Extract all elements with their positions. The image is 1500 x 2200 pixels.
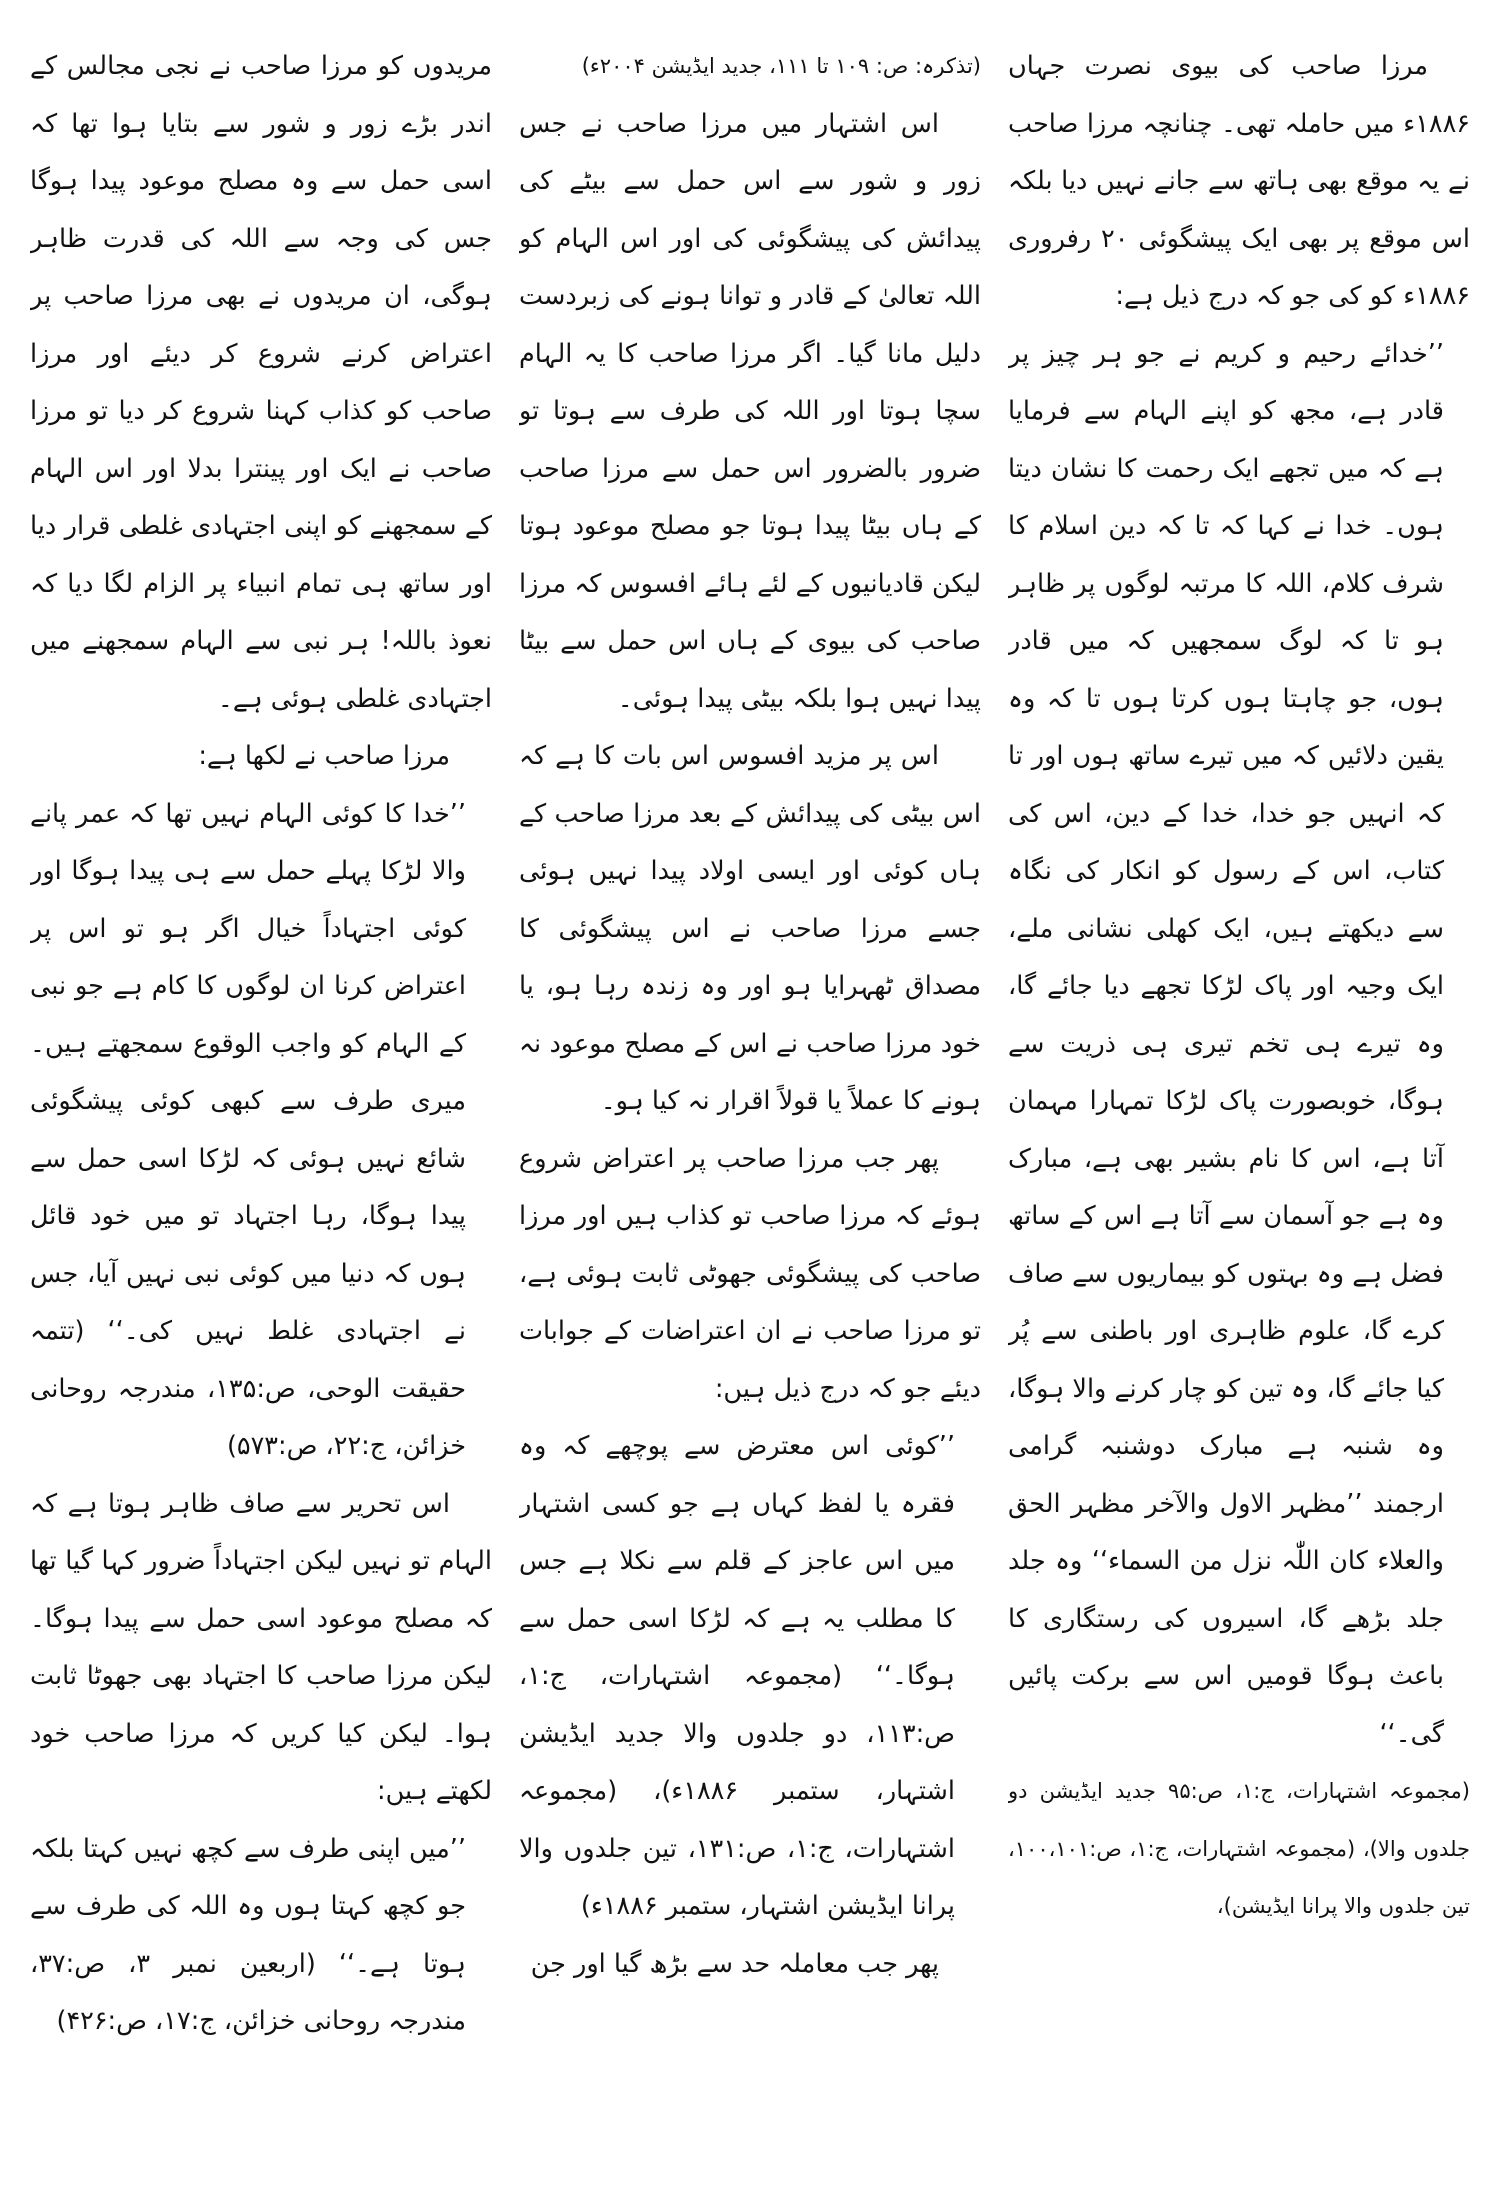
column-right (1008, 38, 1470, 2178)
paragraph: مرزا صاحب نے لکھا ہے: (198, 741, 450, 771)
quotation: ’’خدائے رحیم و کریم نے جو ہر چیز پر قادر ہے، مجھ کو اپنے الہام سے فرمایا ہے کہ میں تجھے ایک رحمت کا نشان دیتا ہوں۔ خدا نے کہا کہ تا کہ دین اسلام کا شرف کلام، اللہ کا مرتبہ لوگوں پر ظاہر ہو تا کہ لوگ سمجھیں کہ میں قادر ہوں، جو چاہتا ہوں کرتا ہوں تا کہ وہ یقین دلائیں کہ میں تیرے ساتھ ہوں اور تا کہ انہیں جو خدا، خدا کے دین، اس کی کتاب، اس کے رسول کو انکار کی نگاہ سے دیکھتے ہیں، ایک کھلی نشانی ملے، ایک وجیہ اور پاک لڑکا تجھے دیا جائے گا، وہ تیرے ہی تخم تیری ہی ذریت سے ہوگا، خوبصورت پاک لڑکا تمہارا مہمان آتا ہے، اس کا نام بشیر بھی ہے، مبارک وہ ہے جو آسمان سے آتا ہے اس کے ساتھ فضل ہے وہ بہتوں کو بیماریوں سے صاف کرے گا، علوم ظاہری اور باطنی سے پُر کیا جائے گا، وہ تین کو چار کرنے والا ہوگا، وہ شنبہ ہے مبارک دوشنبہ گرامی ارجمند ’’مظہر الاول والآخر مظہر الحق والعلاء کان اللّٰہ نزل من السماء‘‘ وہ جلد جلد بڑھے گا، اسیروں کی رستگاری کا باعث ہوگا قومیں اس سے برکت پائیں گی۔‘‘ (1008, 338, 1444, 1749)
paragraph: اس پر مزید افسوس اس بات کا ہے کہ اس بیٹی کی پیدائش کے بعد مرزا صاحب کے ہاں کوئی اور ایسی اولاد پیدا نہیں ہوئی جسے مرزا صاحب نے اس پیشگوئی کا مصداق ٹھہرایا ہو اور وہ زندہ رہا ہو، یا خود مرزا صاحب نے اس کے مصلح موعود نہ ہونے کا عملاً یا قولاً اقرار نہ کیا ہو۔ (519, 741, 981, 1116)
paragraph: پھر جب مرزا صاحب پر اعتراض شروع ہوئے کہ مرزا صاحب تو کذاب ہیں اور مرزا صاحب کی پیشگوئی جھوٹی ثابت ہوئی ہے، تو مرزا صاحب نے ان اعتراضات کے جوابات دیئے جو کہ درج ذیل ہیں: (519, 1143, 981, 1404)
reference: (مجموعہ اشتہارات، ج:۱، ص:۹۵ جدید ایڈیشن دو جلدوں والا)، (مجموعہ اشتہارات، ج:۱، ص:۱۰۰،۱۰۱، تین جلدوں والا پرانا ایڈیشن)، (1008, 1779, 1470, 1918)
paragraph: مریدوں کو مرزا صاحب نے نجی مجالس کے اندر بڑے زور و شور سے بتایا ہوا تھا کہ اسی حمل سے وہ مصلح موعود پیدا ہوگا جس کی وجہ سے اللہ کی قدرت ظاہر ہوگی، ان مریدوں نے بھی مرزا صاحب پر اعتراض کرنے شروع کر دیئے اور مرزا صاحب کو کذاب کہنا شروع کر دیا تو مرزا صاحب نے ایک اور پینترا بدلا اور اس الہام کے سمجھنے کو اپنی اجتہادی غلطی قرار دیا اور ساتھ ہی تمام انبیاء پر الزام لگا دیا کہ نعوذ باللہ! ہر نبی سے الہام سمجھنے میں اجتہادی غلطی ہوئی ہے۔ (30, 51, 492, 714)
column-middle (519, 38, 981, 2178)
quotation: ’’میں اپنی طرف سے کچھ نہیں کہتا بلکہ جو کچھ کہتا ہوں وہ اللہ کی طرف سے ہوتا ہے۔‘‘ (اربعین نمبر ۳، ص:۳۷، مندرجہ روحانی خزائن، ج:۱۷، ص:۴۲۶) (30, 1833, 466, 2036)
quotation: ’’کوئی اس معترض سے پوچھے کہ وہ فقرہ یا لفظ کہاں ہے جو کسی اشتہار میں اس عاجز کے قلم سے نکلا ہے جس کا مطلب یہ ہے کہ لڑکا اسی حمل سے ہوگا۔‘‘ (مجموعہ اشتہارات، ج:۱، ص:۱۱۳، دو جلدوں والا جدید ایڈیشن اشتہار، ستمبر ۱۸۸۶ء)، (مجموعہ اشتہارات، ج:۱، ص:۱۳۱، تین جلدوں والا پرانا ایڈیشن اشتہار، ستمبر ۱۸۸۶ء) (519, 1431, 955, 1921)
reference: (تذکرہ: ص: ۱۰۹ تا ۱۱۱، جدید ایڈیشن ۲۰۰۴ء) (581, 54, 981, 78)
paragraph: اس اشتہار میں مرزا صاحب نے جس زور و شور سے اس حمل سے بیٹے کی پیدائش کی پیشگوئی کی اور اس الہام کو اللہ تعالیٰ کے قادر و توانا ہونے کی زبردست دلیل مانا گیا۔ اگر مرزا صاحب کا یہ الہام سچا ہوتا اور اللہ کی طرف سے ہوتا تو ضرور بالضرور اس حمل سے مرزا صاحب کے ہاں بیٹا پیدا ہوتا جو مصلح موعود ہوتا لیکن قادیانیوں کے لئے ہائے افسوس کہ مرزا صاحب کی بیوی کے ہاں اس حمل سے بیٹا پیدا نہیں ہوا بلکہ بیٹی پیدا ہوئی۔ (519, 108, 981, 714)
paragraph: مرزا صاحب کی بیوی نصرت جہاں ۱۸۸۶ء میں حاملہ تھی۔ چنانچہ مرزا صاحب نے یہ موقع بھی ہاتھ سے جانے نہیں دیا بلکہ اس موقع پر بھی ایک پیشگوئی ۲۰ رفروری ۱۸۸۶ء کو کی جو کہ درج ذیل ہے: (1008, 51, 1470, 311)
paragraph: پھر جب معاملہ حد سے بڑھ گیا اور جن (530, 1948, 939, 1979)
column-left (30, 38, 492, 2178)
paragraph: اس تحریر سے صاف ظاہر ہوتا ہے کہ الہام تو نہیں لیکن اجتہاداً ضرور کہا گیا تھا کہ مصلح موعود اسی حمل سے پیدا ہوگا۔ لیکن مرزا صاحب کا اجتہاد بھی جھوٹا ثابت ہوا۔ لیکن کیا کریں کہ مرزا صاحب خود لکھتے ہیں: (30, 1488, 492, 1806)
quotation: ’’خدا کا کوئی الہام نہیں تھا کہ عمر پانے والا لڑکا پہلے حمل سے ہی پیدا ہوگا اور کوئی اجتہاداً خیال اگر ہو تو اس پر اعتراض کرنا ان لوگوں کا کام ہے جو نبی کے الہام کو واجب الوقوع سمجھتے ہیں۔ میری طرف سے کبھی کوئی پیشگوئی شائع نہیں ہوئی کہ لڑکا اسی حمل سے پیدا ہوگا، رہا اجتہاد تو میں خود قائل ہوں کہ دنیا میں کوئی نبی نہیں آیا، جس نے اجتہادی غلط نہیں کی۔‘‘ (تتمہ حقیقت الوحی، ص:۱۳۵، مندرجہ روحانی خزائن، ج:۲۲، ص:۵۷۳) (30, 798, 467, 1461)
